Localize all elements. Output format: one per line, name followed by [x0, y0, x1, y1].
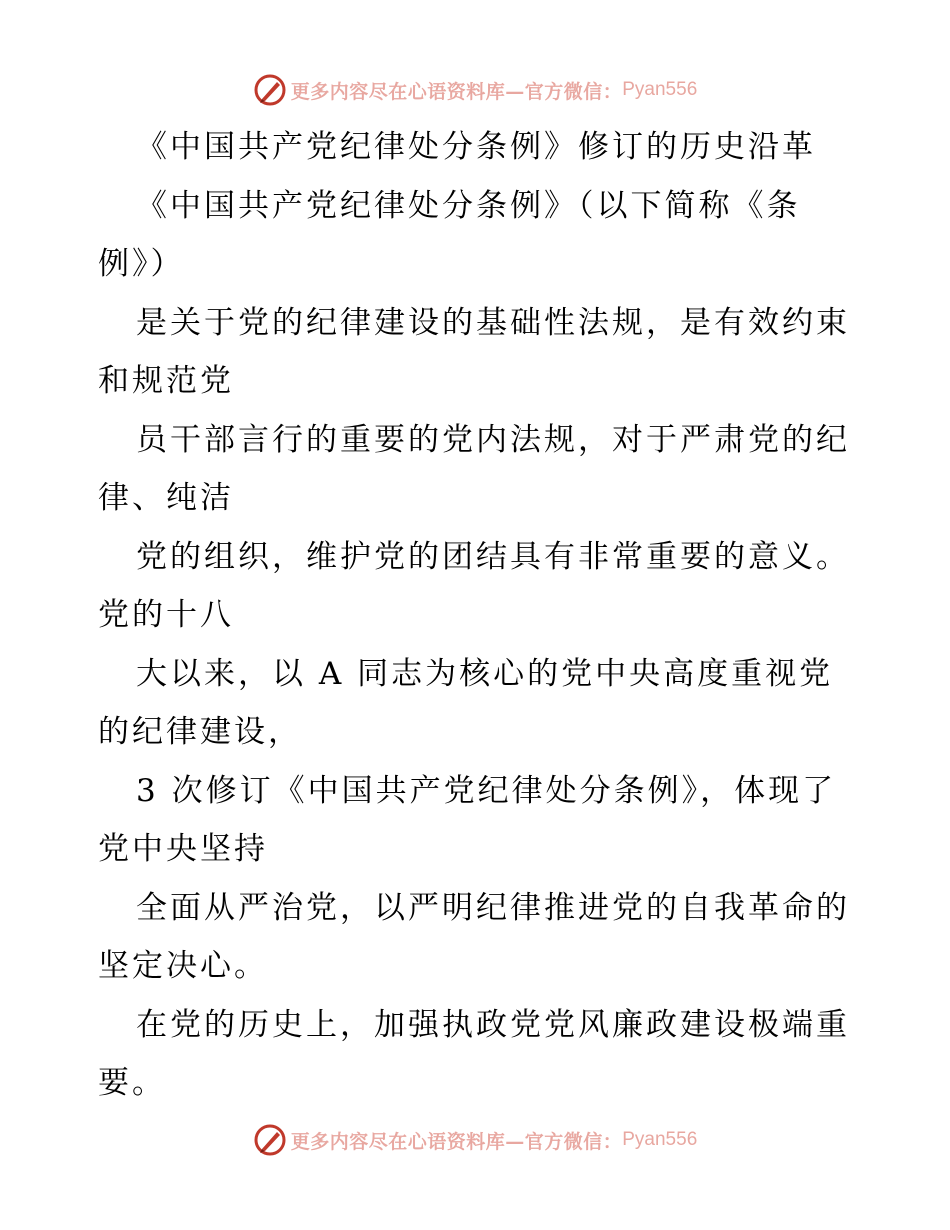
paragraph-line: 在党的历史上，加强执政党党风廉政建设极端重	[136, 1006, 850, 1043]
paragraph-line: 要。	[98, 1065, 166, 1101]
paragraph-line: 3 次修订《中国共产党纪律处分条例》，体现了	[136, 772, 837, 809]
footer-watermark	[0, 1120, 950, 1160]
document-body	[98, 118, 858, 1113]
paragraph-line: 是关于党的纪律建设的基础性法规，是有效约束	[136, 304, 850, 341]
watermark-text: 更多内容尽在心语资料库—官方微信：	[290, 80, 623, 103]
pen-logo-icon	[253, 73, 287, 107]
paragraph-line: 例》）	[98, 246, 185, 282]
paragraph-line: 党的十八	[98, 597, 234, 633]
paragraph-line: 律、纯洁	[98, 480, 234, 516]
watermark-text: 更多内容尽在心语资料库—官方微信：	[290, 1130, 623, 1153]
paragraph-line: 大以来，以 A 同志为核心的党中央高度重视党	[136, 655, 834, 692]
paragraph-line: 坚定决心。	[98, 948, 268, 984]
pen-logo-icon	[253, 1123, 287, 1157]
paragraph-line: 党中央坚持	[98, 831, 268, 867]
paragraph-line: 全面从严治党，以严明纪律推进党的自我革命的	[136, 889, 850, 926]
watermark-wechat-id: Pyan556	[622, 79, 698, 100]
paragraph-line: 《中国共产党纪律处分条例》（以下简称《条	[136, 187, 801, 224]
watermark-wechat-id: Pyan556	[622, 1129, 698, 1150]
paragraph-line: 和规范党	[98, 363, 234, 399]
paragraph-line: 员干部言行的重要的党内法规，对于严肃党的纪	[136, 421, 850, 458]
paragraph-line: 党的组织，维护党的团结具有非常重要的意义。	[136, 538, 850, 575]
doc-title: 《中国共产党纪律处分条例》修订的历史沿革	[136, 129, 816, 165]
paragraph-line: 的纪律建设，	[98, 714, 302, 750]
header-watermark	[0, 70, 950, 110]
